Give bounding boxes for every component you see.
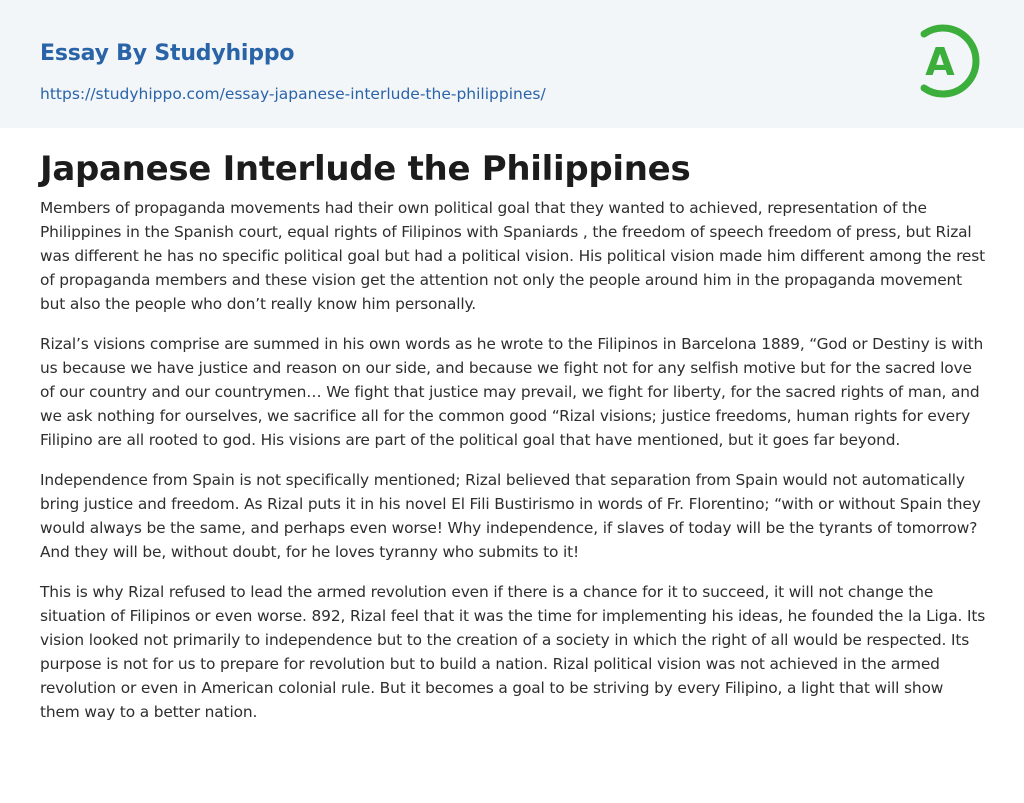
article-paragraph: Rizal’s visions comprise are summed in his own words as he wrote to the Filipinos in Barcelona 1889, “God or Destiny is with us because we have justice and reason on our side, and because we fight not for any selfish motive but for the sacred love of our country and our countrymen… We fight that justice may prevail, we fight for liberty, for the sacred rights of man, and we ask nothing for ourselves, we sacrifice all for the common good “Rizal visions; justice freedoms, human rights for every Filipino are all rooted to god. His visions are part of the political goal that have mentioned, but it goes far beyond. — [40, 335, 984, 449]
article-paragraph: Members of propaganda movements had their own political goal that they wanted to achieved, representation of the Philippines in the Spanish court, equal rights of Filipinos with Spaniards , the freedom of speech freedom of press, but Rizal was different he has no specific political goal but had a political vision. His political vision made him different among the rest of propaganda members and these vision get the attention not only the people around him in the propaganda movement but also the people who don’t really know him personally. — [40, 199, 985, 313]
article — [40, 148, 986, 740]
article-paragraph: Independence from Spain is not specifically mentioned; Rizal believed that separation from Spain would not automatically bring justice and freedom. As Rizal puts it in his novel El Fili Bustirismo in words of Fr. Florentino; “with or without Spain they would always be the same, and perhaps even worse! Why independence, if slaves of today will be the tyrants of tomorrow? And they will be, without doubt, for he loves tyranny who submits to it! — [40, 471, 981, 561]
article-url-link[interactable]: https://studyhippo.com/essay-japanese-interlude-the-philippines/ — [40, 85, 546, 103]
page-title: Japanese Interlude the Philippines — [40, 149, 691, 189]
logo-letter: A — [925, 40, 955, 84]
site-title[interactable]: Essay By Studyhippo — [40, 41, 295, 66]
site-header — [0, 0, 1024, 128]
article-paragraph: This is why Rizal refused to lead the armed revolution even if there is a chance for it to succeed, it will not change the situation of Filipinos or even worse. 892, Rizal feel that it was the time for implementing his ideas, he founded the la Liga. Its vision looked not primarily to independence but to the creation of a society in which the right of all would be respected. Its purpose is not for us to prepare for revolution but to build a nation. Rizal political vision was not achieved in the armed revolution or even in American colonial rule. But it becomes a goal to be striving by every Filipino, a light that will show them way to a better nation. — [40, 583, 986, 721]
studyhippo-logo-icon[interactable] — [912, 18, 986, 106]
